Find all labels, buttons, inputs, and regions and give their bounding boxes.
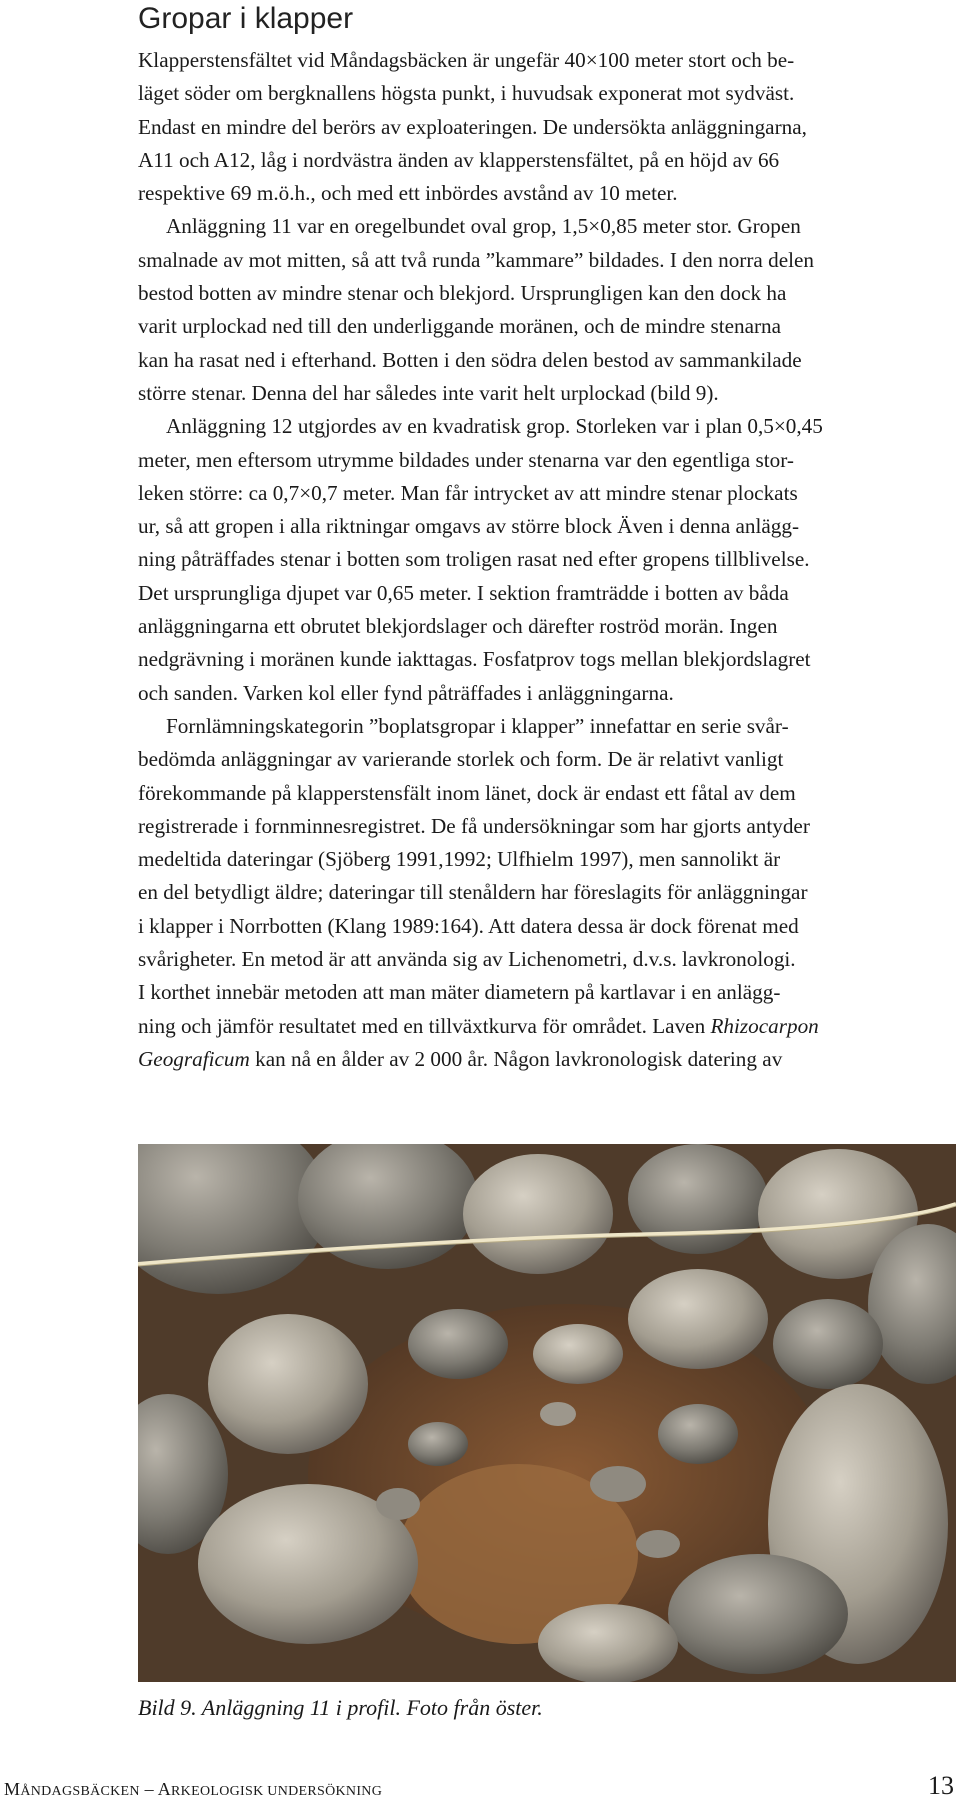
footer-separator: – [139,1779,158,1799]
text-fragment: ning och jämför resultatet med en tillväxtkurva för området. Laven [138,1013,706,1038]
text-line: Det ursprungliga djupet var 0,65 meter. I sektion framträdde i botten av båda [138,580,789,605]
text-line: varit urplockad ned till den underliggande moränen, och de mindre stenarna [138,314,782,339]
excavation-photo [138,1144,956,1682]
text-line: och sanden. Varken kol eller fynd påträffades i anläggningarna. [138,680,674,705]
text-line: medeltida dateringar (Sjöberg 1991,1992; Ulfhielm 1997), men sannolikt är [138,847,781,872]
text-line: bestod botten av mindre stenar och blekjord. Ursprungligen kan den dock ha [138,281,787,306]
text-line: meter, men eftersom utrymme bildades under stenarna var den egentliga stor- [138,447,794,472]
paragraph-1 [138,44,954,210]
text-line: I korthet innebär metoden att man mäter diametern på kartlavar i en anlägg- [138,980,781,1005]
paragraph-3 [138,410,954,710]
text-line: A11 och A12, låg i nordvästra änden av klapperstensfältet, på en höjd av 66 [138,147,780,172]
footer-initial: A [157,1779,172,1799]
italic-term: Rhizocarpon [710,1013,819,1038]
text-line: en del betydligt äldre; dateringar till stenåldern har föreslagits för anläggningar [138,880,808,905]
text-line: Anläggning 12 utgjordes av en kvadratisk grop. Storleken var i plan 0,5×0,45 [166,414,823,439]
text-line: kan ha rasat ned i efterhand. Botten i den södra delen bestod av sammankilade [138,347,802,372]
paragraph-4 [138,710,954,1076]
text-line: Anläggning 11 var en oregelbundet oval grop, 1,5×0,85 meter stor. Gropen [166,214,801,239]
text-line: respektive 69 m.ö.h., och med ett inbördes avstånd av 10 meter. [138,181,678,206]
text-line [138,1010,954,1043]
text-line: anläggningarna ett obrutet blekjordslager och därefter roströd morän. Ingen [138,614,778,639]
text-line: svårigheter. En metod är att använda sig av Lichenometri, d.v.s. lavkronologi. [138,947,796,972]
section-heading: Gropar i klapper [138,2,354,35]
text-line: bedömda anläggningar av varierande storlek och form. De är relativt vanligt [138,747,784,772]
text-line: Fornlämningskategorin ”boplatsgropar i klapper” innefattar en serie svår- [166,713,789,738]
text-line: registrerade i fornminnesregistret. De få undersökningar som har gjorts antyder [138,813,810,838]
text-line: i klapper i Norrbotten (Klang 1989:164). Att datera dessa är dock förenat med [138,913,799,938]
text-line [138,1043,954,1076]
italic-term: Geograficum [138,1046,250,1071]
text-line: större stenar. Denna del har således inte varit helt urplockad (bild 9). [138,380,719,405]
text-line: ning påträffades stenar i botten som troligen rasat ned efter gropens tillblivelse. [138,547,810,572]
text-line: smalnade av mot mitten, så att två runda ”kammare” bildades. I den norra delen [138,247,814,272]
text-line: förekommande på klapperstensfält inom länet, dock är endast ett fåtal av dem [138,780,796,805]
text-line: ur, så att gropen i alla riktningar omgavs av större block Även i denna anlägg- [138,514,800,539]
photo-illustration [138,1144,956,1682]
photo-caption: Bild 9. Anläggning 11 i profil. Foto från öster. [138,1695,543,1720]
footer-initial: M [4,1779,21,1799]
footer-smallcaps: RKEOLOGISK UNDERSÖKNING [171,1784,383,1799]
text-line: nedgrävning i moränen kunde iakttagas. Fosfatprov togs mellan blekjordslagret [138,647,811,672]
body-text [138,44,954,1076]
page-number: 13 [928,1771,954,1800]
text-line: leken större: ca 0,7×0,7 meter. Man får intrycket av att mindre stenar plockats [138,480,798,505]
text-fragment: kan nå en ålder av 2 000 år. Någon lavkronologisk datering av [249,1046,783,1071]
text-line: läget söder om bergknallens högsta punkt, i huvudsak exponerat mot sydväst. [138,81,795,106]
running-footer [4,1779,382,1800]
footer-smallcaps: ÅNDAGSBÄCKEN [20,1784,140,1799]
text-line: Endast en mindre del berörs av exploateringen. De undersökta anläggningarna, [138,114,807,139]
text-line: Klapperstensfältet vid Måndagsbäcken är ungefär 40×100 meter stort och be- [138,48,795,72]
paragraph-2 [138,210,954,410]
